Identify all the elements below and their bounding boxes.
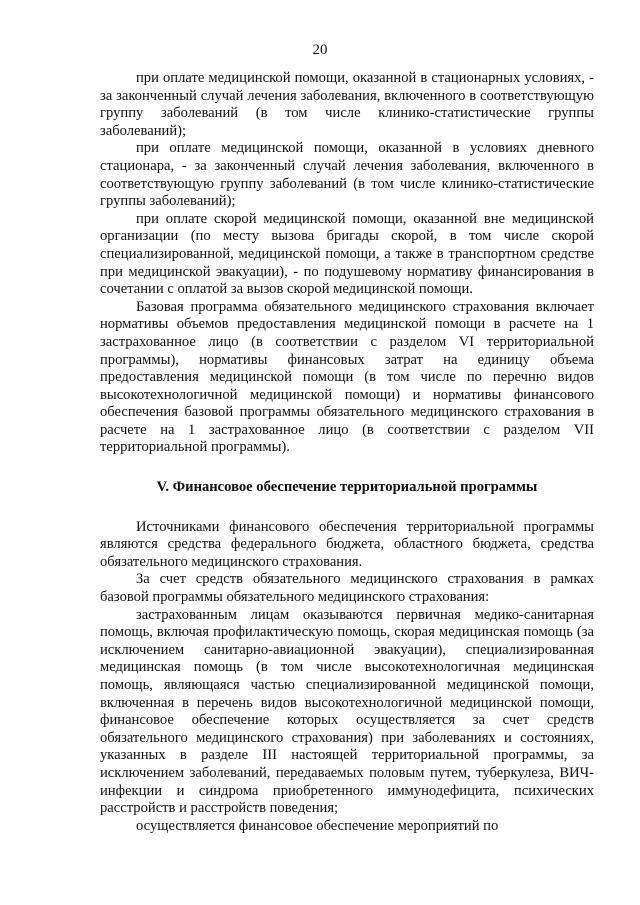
paragraph-inpatient-payment: при оплате медицинской помощи, оказанной в стационарных условиях, - за законченный случай лечения заболевания, включенного в соответствующую группу заболеваний (в том числе клинико-статистические группы заболеваний); [100, 70, 594, 139]
document-body [100, 70, 594, 835]
paragraph-ambulance-payment: при оплате скорой медицинской помощи, оказанной вне медицинской организации (по месту вызова бригады скорой, в том числе скорой специализированной, медицинской помощи, а также в транспортном средстве при медицинской эвакуации), - по подушевому нормативу финансирования в сочетании с оплатой за вызов скорой медицинской помощи. [100, 210, 594, 298]
page-number: 20 [312, 42, 328, 58]
paragraph-funding-sources: Источниками финансового обеспечения территориальной программы являются средства федерального бюджета, областного бюджета, средства обязательного медицинского страхования. [100, 518, 594, 570]
paragraph-insured-persons-care: застрахованным лицам оказываются первичная медико-санитарная помощь, включая профилактическую помощь, скорая медицинская помощь (за исключением санитарно-авиационной эвакуации), специализированная медицинская помощь (в том числе высокотехнологичная медицинская помощь, являющаяся частью специализированной медицинской помощи, включенная в перечень видов высокотехнологичной медицинской помощи, финансовое обеспечение которых осуществляется за счет средств обязательного медицинского страхования) при заболеваниях и состояниях, указанных в разделе III настоящей территориальной программы, за исключением заболеваний, передаваемых половым путем, туберкулеза, ВИЧ-инфекции и синдрома приобретенного иммунодефицита, психических расстройств и расстройств поведения; [100, 606, 594, 817]
paragraph-day-hospital-payment: при оплате медицинской помощи, оказанной в условиях дневного стационара, - за законченный случай лечения заболевания, включенного в соответствующую группу заболеваний (в том числе клинико-статистические группы заболеваний); [100, 140, 594, 210]
section-title: V. Финансовое обеспечение территориальной программы [156, 479, 538, 496]
paragraph-financial-support: осуществляется финансовое обеспечение мероприятий по [136, 817, 499, 834]
paragraph-base-program-norms: Базовая программа обязательного медицинского страхования включает нормативы объемов предоставления медицинской помощи в расчете на 1 застрахованное лицо (в соответствии с разделом VI территориальной программы), нормативы финансовых затрат на единицу объема предоставления медицинской помощи (в том числе по перечню видов высокотехнологичной медицинской помощи) и нормативы финансового обеспечения базовой программы обязательного медицинского страхования в расчете на 1 застрахованное лицо (в соответствии с разделом VII территориальной программы). [100, 298, 594, 456]
paragraph-oms-funds: За счет средств обязательного медицинского страхования в рамках базовой программы обязательного медицинского страхования: [100, 571, 594, 606]
